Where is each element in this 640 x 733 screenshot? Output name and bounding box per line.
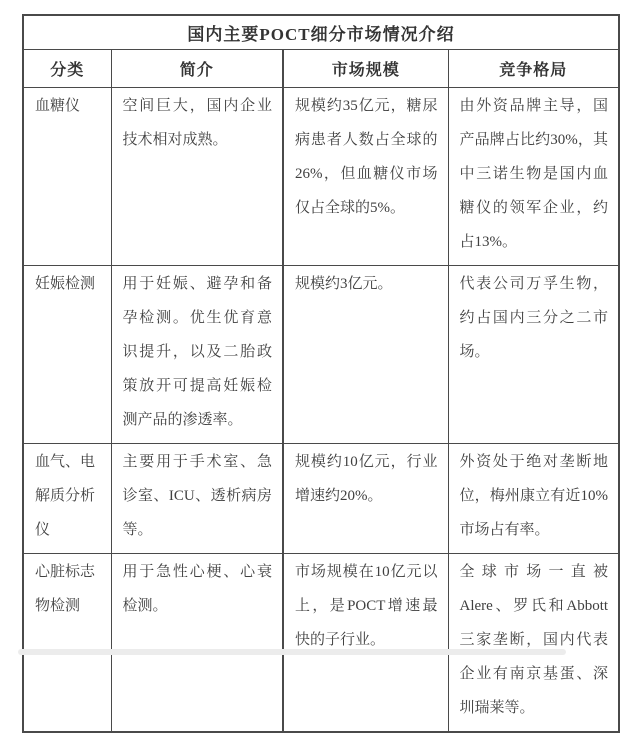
table-title: 国内主要POCT细分市场情况介绍 xyxy=(23,15,619,49)
cell-category: 血糖仪 xyxy=(23,87,111,265)
cell-competition: 由外资品牌主导，国产品牌占比约30%，其中三诺生物是国内血糖仪的领军企业，约占13%。 xyxy=(448,87,619,265)
cell-market-size: 规模约10亿元，行业增速约20%。 xyxy=(283,443,448,553)
table-header-row xyxy=(23,49,619,87)
cell-competition: 外资处于绝对垄断地位，梅州康立有近10%市场占有率。 xyxy=(448,443,619,553)
header-market-size: 市场规模 xyxy=(283,49,448,87)
header-competition: 竞争格局 xyxy=(448,49,619,87)
table-row xyxy=(23,87,619,265)
header-category: 分类 xyxy=(23,49,111,87)
cell-category: 心脏标志物检测 xyxy=(23,553,111,732)
table-row xyxy=(23,553,619,732)
cell-market-size: 市场规模在10亿元以上，是POCT增速最快的子行业。 xyxy=(283,553,448,732)
table-row xyxy=(23,443,619,553)
cell-market-size: 规模约3亿元。 xyxy=(283,265,448,443)
cell-category: 血气、电解质分析仪 xyxy=(23,443,111,553)
cell-market-size: 规模约35亿元，糖尿病患者人数占全球的26%，但血糖仪市场仅占全球的5%。 xyxy=(283,87,448,265)
cell-category: 妊娠检测 xyxy=(23,265,111,443)
cell-intro: 用于急性心梗、心衰检测。 xyxy=(111,553,283,732)
poct-market-table xyxy=(22,14,620,733)
header-intro: 简介 xyxy=(111,49,283,87)
cell-competition: 全球市场一直被Alere、罗氏和Abbott三家垄断，国内代表企业有南京基蛋、深圳瑞莱等。 xyxy=(448,553,619,732)
table-row xyxy=(23,265,619,443)
cell-intro: 主要用于手术室、急诊室、ICU、透析病房等。 xyxy=(111,443,283,553)
cell-competition: 代表公司万孚生物，约占国内三分之二市场。 xyxy=(448,265,619,443)
bottom-shadow xyxy=(18,649,566,655)
table-title-row xyxy=(23,15,619,49)
cell-intro: 空间巨大，国内企业技术相对成熟。 xyxy=(111,87,283,265)
cell-intro: 用于妊娠、避孕和备孕检测。优生优育意识提升，以及二胎政策放开可提高妊娠检测产品的渗透率。 xyxy=(111,265,283,443)
